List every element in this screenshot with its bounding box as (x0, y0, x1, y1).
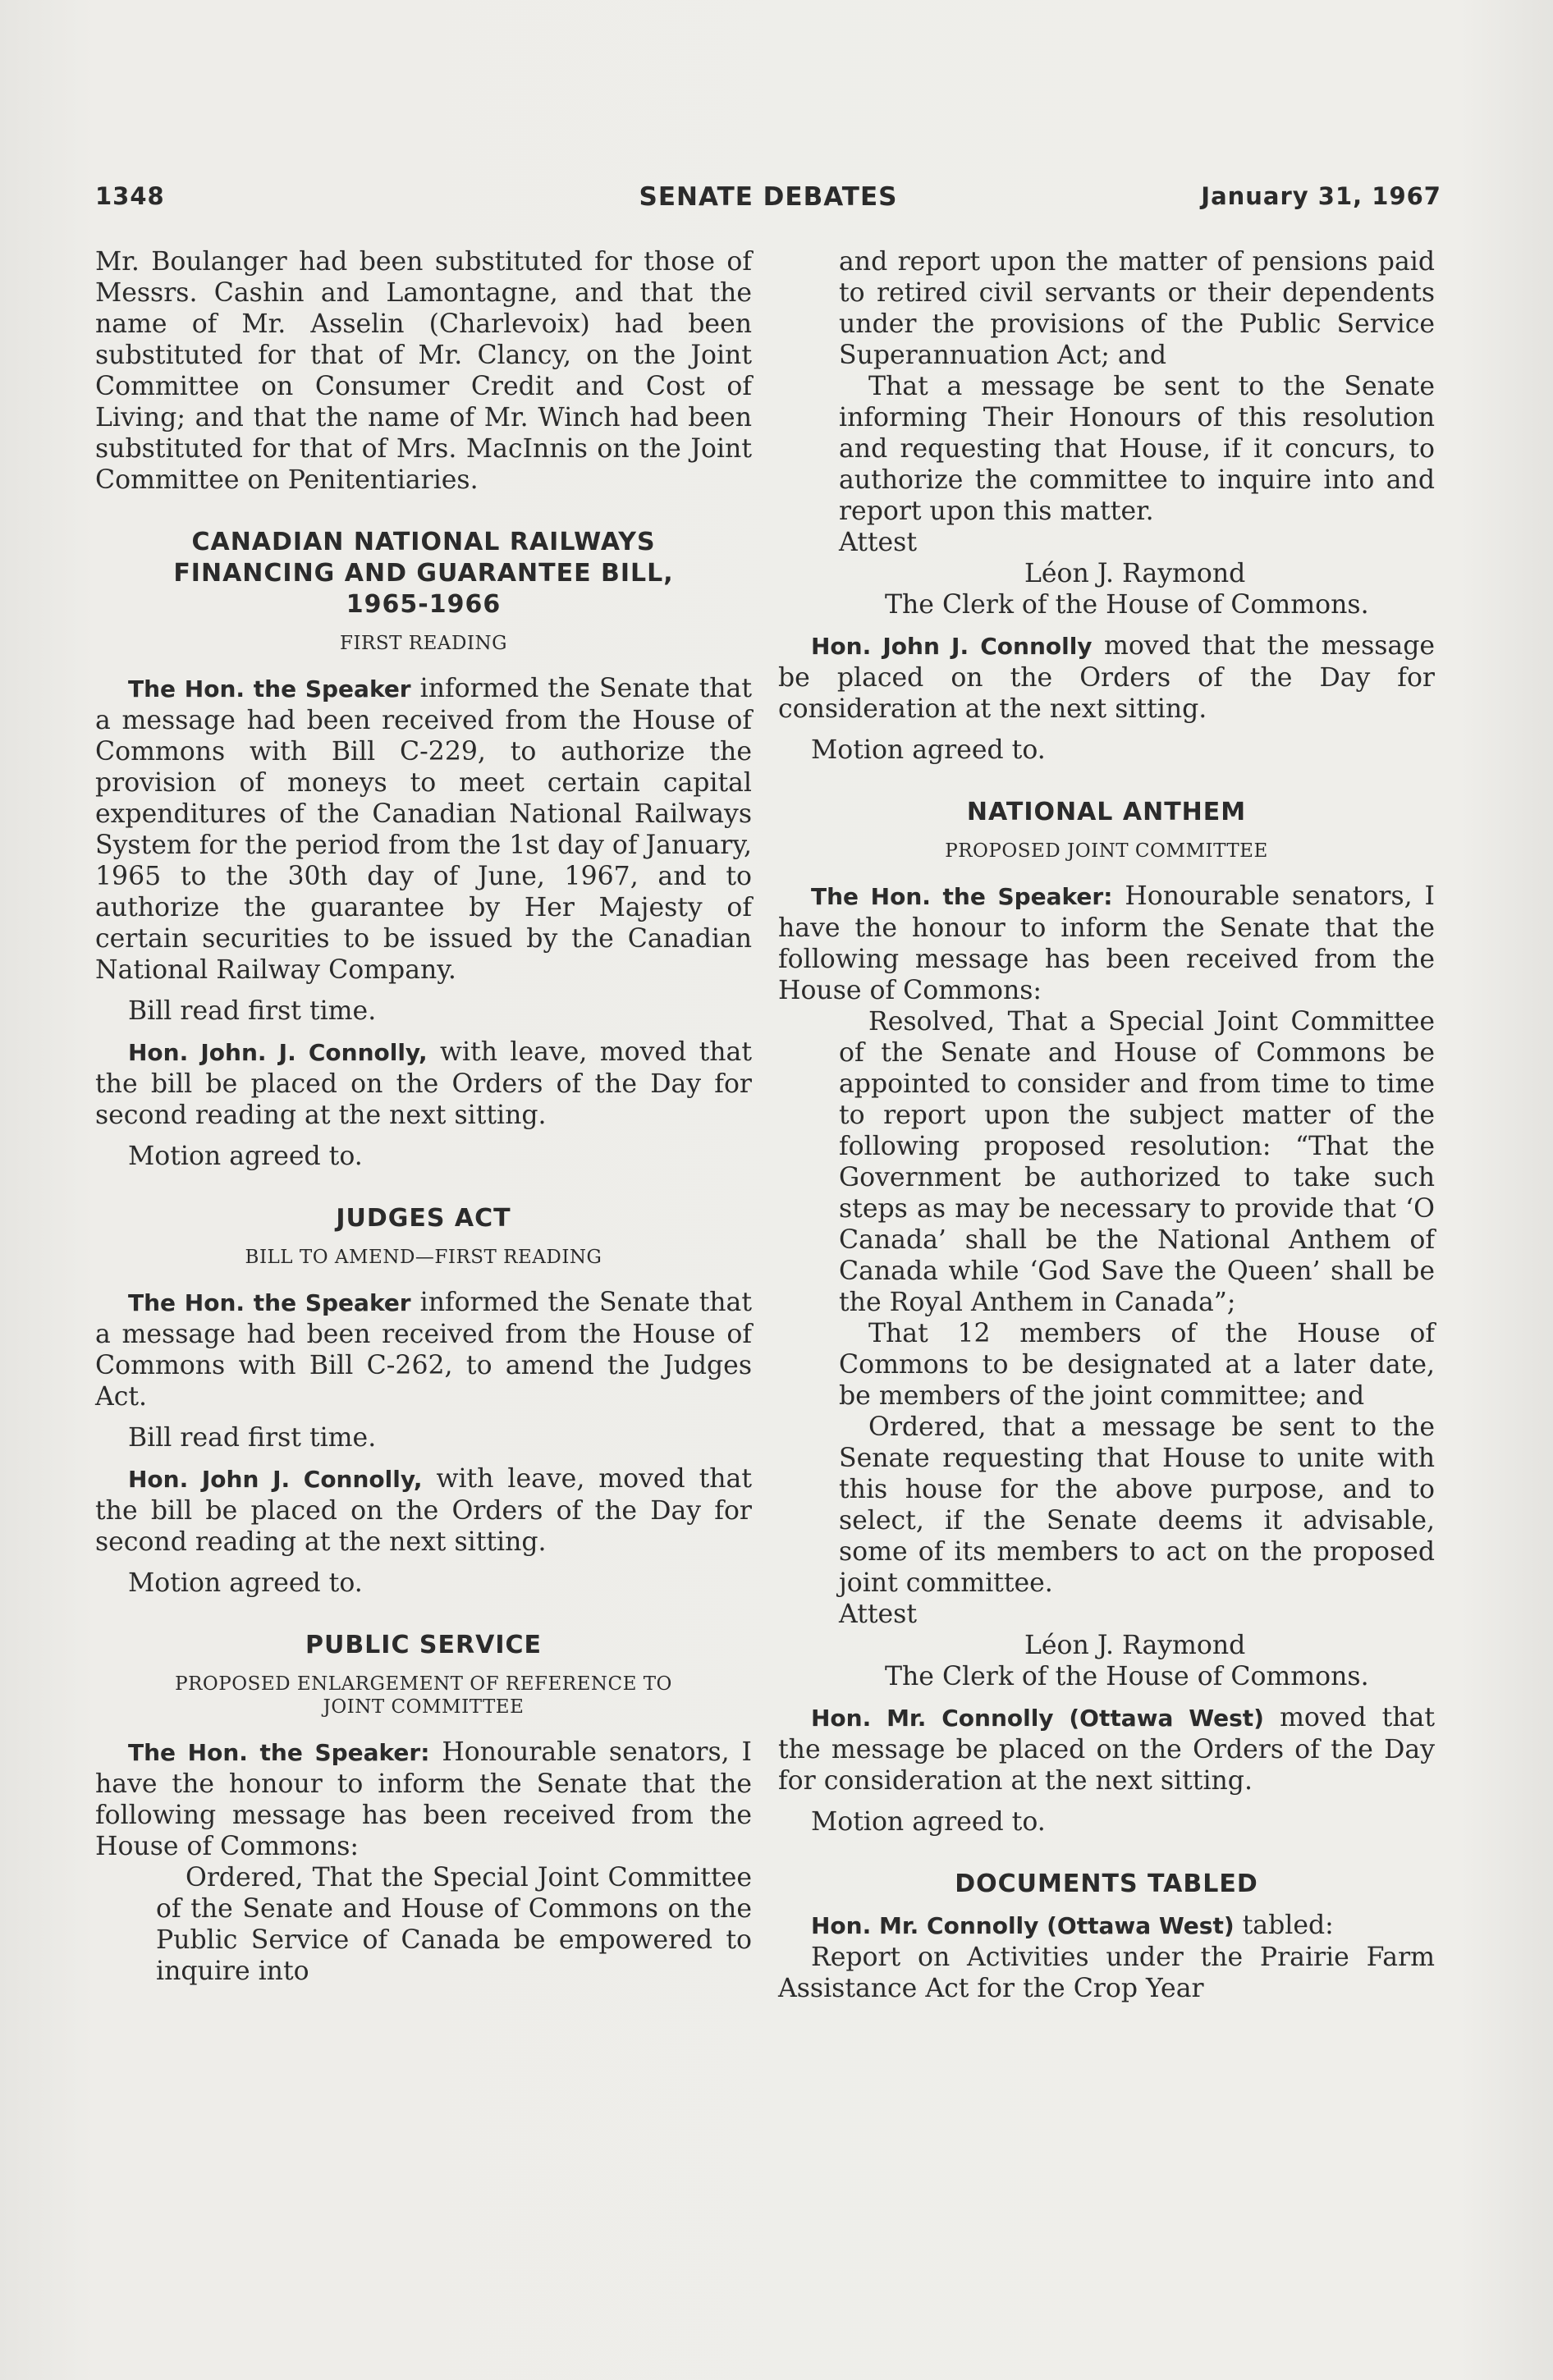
signature-title: The Clerk of the House of Commons. (885, 1662, 1369, 1691)
section-heading-national-anthem: NATIONAL ANTHEM (966, 798, 1247, 826)
signature-name: Léon J. Raymond (1024, 559, 1246, 588)
speaker-name: The Hon. the Speaker: (128, 1739, 430, 1766)
paragraph (95, 1463, 752, 1558)
paragraph (778, 1702, 1435, 1796)
paragraph: Motion agreed to. (128, 1568, 363, 1598)
page-number: 1348 (95, 182, 165, 210)
heading-line: 1965-1966 (346, 590, 502, 619)
speaker-name: The Hon. the Speaker (128, 675, 411, 703)
paragraph-text: Honourable senators, I have the honour to inform the Senate that the following message has been received from the House of Commons: (95, 1737, 752, 1861)
paragraph (778, 881, 1435, 1006)
quote-paragraph: Resolved, That a Special Joint Committee of the Senate and House of Commons be appointed to consider and from time to time to report upon the subject matter of the following proposed resolution: “That the Government be authorized to take such steps as may be necessary to provide that ‘O Canada’ shall be the National Anthem of Canada while ‘God Save the Queen’ shall be the Royal Anthem in Canada”; (839, 1007, 1435, 1317)
section-heading-public-service: PUBLIC SERVICE (305, 1631, 543, 1659)
subheading: BILL TO AMEND—FIRST READING (245, 1247, 602, 1268)
paragraph: Bill read first time. (128, 996, 377, 1026)
subheading: PROPOSED JOINT COMMITTEE (945, 840, 1268, 862)
paragraph (95, 673, 752, 986)
paragraph (95, 1287, 752, 1412)
paragraph (778, 1910, 1435, 1942)
section-heading-judges-act: JUDGES ACT (336, 1204, 511, 1233)
speaker-name: The Hon. the Speaker: (811, 883, 1113, 910)
paragraph: Bill read first time. (128, 1423, 377, 1453)
heading-line: FINANCING AND GUARANTEE BILL, (173, 559, 674, 588)
speaker-name: Hon. Mr. Connolly (Ottawa West) (811, 1912, 1235, 1939)
subheading: FIRST READING (339, 633, 507, 654)
page-date: January 31, 1967 (1201, 182, 1441, 210)
heading-line: CANADIAN NATIONAL RAILWAYS (191, 528, 656, 556)
left-column (95, 246, 752, 1987)
quote-paragraph: That 12 members of the House of Commons to be designated at a later date, be members of the joint committee; and (839, 1319, 1435, 1411)
paragraph-text: informed the Senate that a message had been received from the House of Commons with Bill C-262, to amend the Judges Act. (95, 1288, 752, 1412)
speaker-name: Hon. John J. Connolly (811, 633, 1093, 660)
paragraph: Mr. Boulanger had been substituted for those of Messrs. Cashin and Lamontagne, and that the name of Mr. Asselin (Charlevoix) had been substituted for that of Mr. Clancy, on the Joint Committee on Consumer Credit and Cost of Living; and that the name of Mr. Winch had been substituted for that of Mrs. MacInnis on the Joint Committee on Penitentiaries. (95, 247, 752, 495)
quoted-message (778, 246, 1435, 558)
publication-title: SENATE DEBATES (639, 182, 898, 212)
paragraph-text: moved that the message be placed on the Orders of the Day for consideration at the next sitting. (778, 631, 1435, 724)
subheading-line: JOINT COMMITTEE (323, 1696, 525, 1718)
quote-paragraph: and report upon the matter of pensions paid to retired civil servants or their dependents under the provisions of the Public Service Superannuation Act; and (839, 247, 1435, 370)
quote-paragraph: Ordered, That the Special Joint Committee of the Senate and House of Commons on the Public Service of Canada be empowered to inquire into (156, 1863, 752, 1986)
paragraph: Motion agreed to. (811, 735, 1046, 765)
quoted-message (95, 1862, 752, 1987)
section-heading-cn-railways (95, 527, 752, 620)
paragraph-text: informed the Senate that a message had been received from the House of Commons with Bill C-229, to authorize the provision of moneys to meet certain capital expenditures of the Canadian National Railways System for the period from the 1st day of January, 1965 to the 30th day of June, 1967, and to authorize the guarantee by Her Majesty of certain securities to be issued by the Canadian National Railway Company. (95, 674, 752, 985)
quoted-message (778, 1006, 1435, 1630)
paragraph-text: moved that the message be placed on the Orders of the Day for consideration at the next sitting. (778, 1703, 1435, 1796)
quote-paragraph: Ordered, that a message be sent to the Senate requesting that House to unite with this house for the above purpose, and to select, if the Senate deems it advisable, some of its members to act on the proposed joint committee. (839, 1412, 1435, 1598)
speaker-name: The Hon. the Speaker (128, 1289, 411, 1316)
signature-name: Léon J. Raymond (1024, 1631, 1246, 1660)
paragraph: Report on Activities under the Prairie Farm Assistance Act for the Crop Year (778, 1943, 1435, 2003)
paragraph (95, 1737, 752, 1862)
speaker-name: Hon. Mr. Connolly (Ottawa West) (811, 1705, 1264, 1732)
paragraph: Motion agreed to. (128, 1142, 363, 1171)
subheading-line: PROPOSED ENLARGEMENT OF REFERENCE TO (175, 1673, 672, 1695)
attest-label: Attest (839, 528, 917, 557)
page-header (95, 182, 1441, 215)
speaker-name: Hon. John J. Connolly, (128, 1466, 423, 1493)
attest-label: Attest (839, 1600, 917, 1629)
section-heading-documents-tabled: DOCUMENTS TABLED (955, 1870, 1258, 1898)
quote-paragraph: That a message be sent to the Senate informing Their Honours of this resolution and requesting that House, if it concurs, to authorize the committee to inquire into and report upon this matter. (839, 372, 1435, 526)
right-column (778, 246, 1435, 2004)
paragraph-text: with leave, moved that the bill be placed on the Orders of the Day for second reading at the next sitting. (95, 1464, 752, 1557)
paragraph-text: tabled: (1234, 1911, 1334, 1940)
subheading (95, 1673, 752, 1719)
paragraph (95, 1037, 752, 1131)
paragraph-text: with leave, moved that the bill be placed on the Orders of the Day for second reading at the next sitting. (95, 1037, 752, 1130)
signature-title: The Clerk of the House of Commons. (885, 590, 1369, 620)
paragraph (778, 630, 1435, 725)
speaker-name: Hon. John. J. Connolly, (128, 1039, 428, 1066)
paragraph: Motion agreed to. (811, 1807, 1046, 1837)
paragraph-text: Honourable senators, I have the honour to inform the Senate that the following message has been received from the House of Commons: (778, 881, 1435, 1005)
